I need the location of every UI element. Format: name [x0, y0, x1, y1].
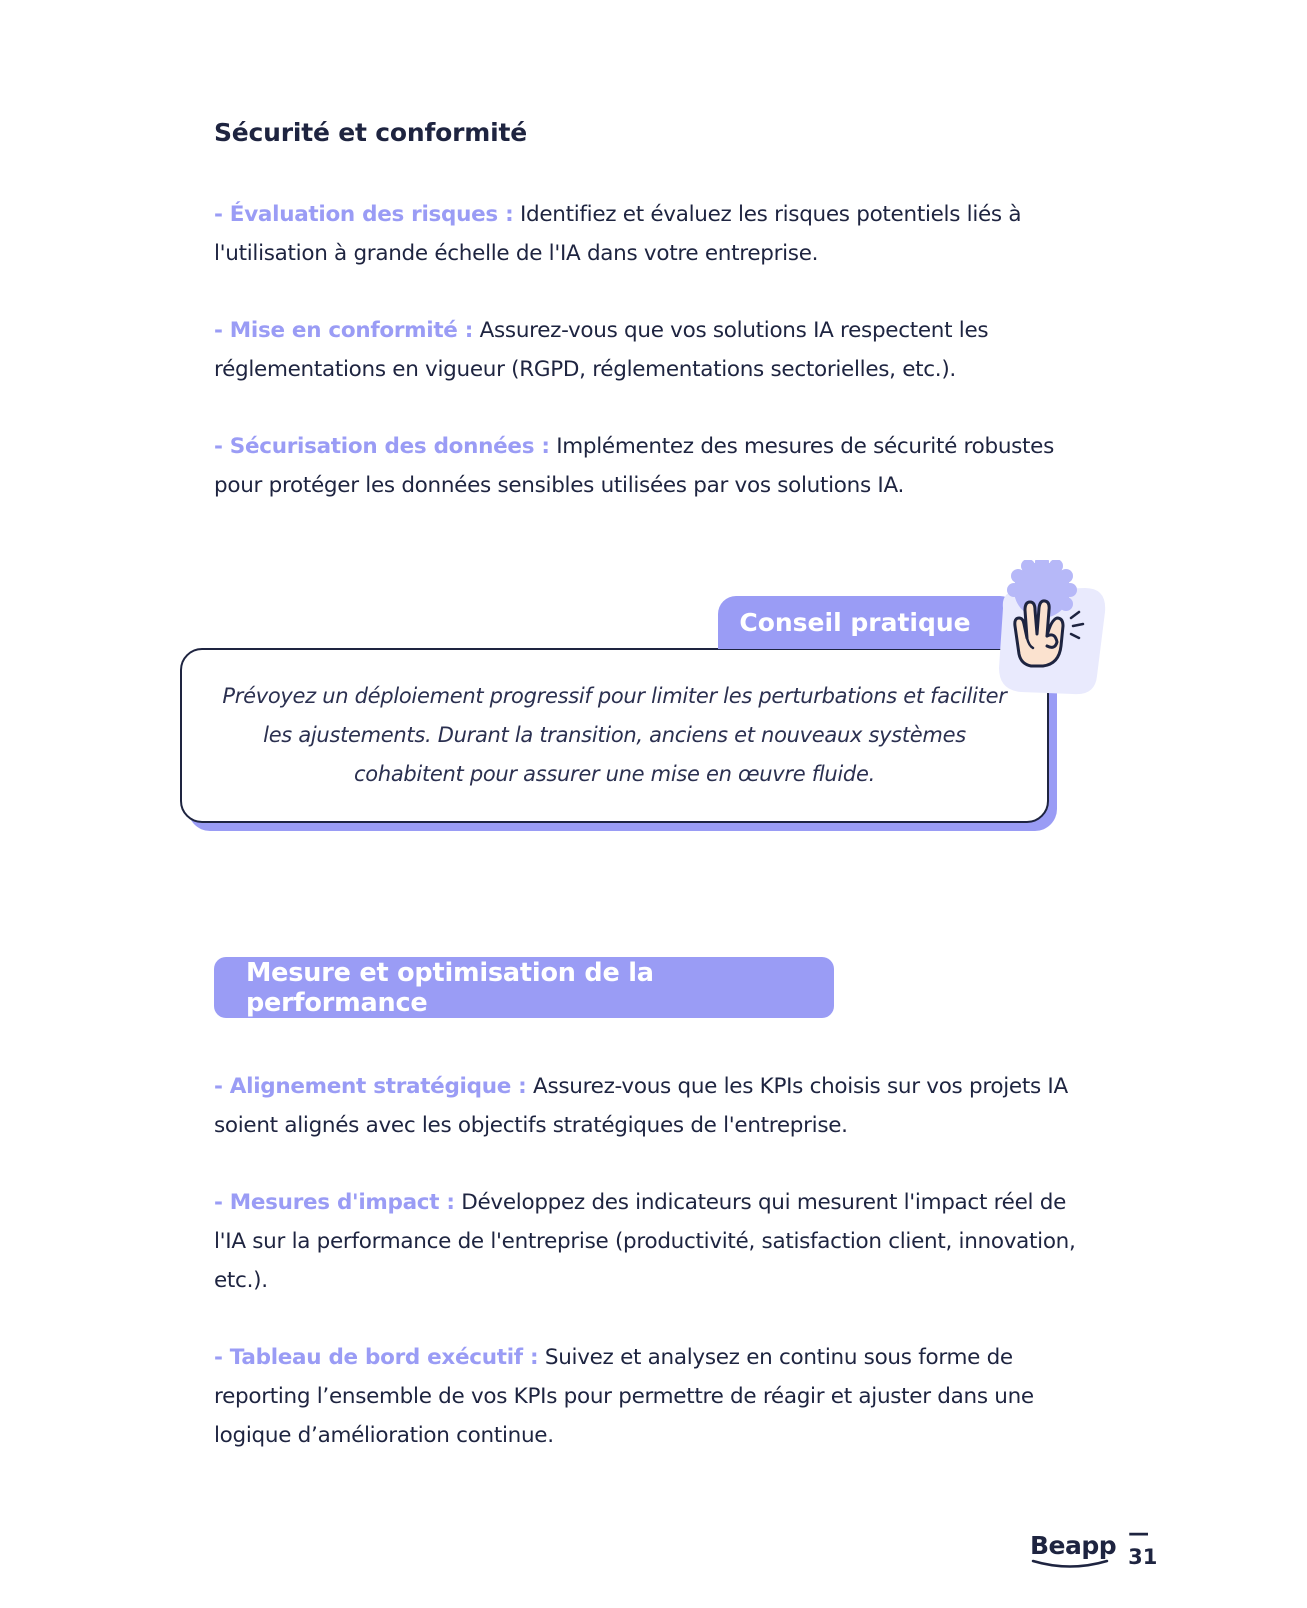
list-item-risk-evaluation	[214, 195, 1094, 273]
section-title-performance: Mesure et optimisation de la performance	[214, 957, 834, 1018]
item-text: Implémentez des mesures de sécurité robustes pour protéger les données sensibles utilisées par vos solutions IA.	[214, 434, 1055, 498]
item-lead: - Mesures d'impact :	[214, 1190, 455, 1215]
page-footer	[1030, 1520, 1180, 1570]
item-lead: - Alignement stratégique :	[214, 1074, 527, 1099]
brand-smile-icon	[1030, 1558, 1110, 1570]
ok-hand-icon	[985, 560, 1115, 710]
item-text: Suivez et analysez en continu sous forme de reporting l’ensemble de vos KPIs pour permettre de réagir et ajuster dans une logique d’amélioration continue.	[214, 1345, 1034, 1448]
tip-text: Prévoyez un déploiement progressif pour limiter les perturbations et faciliter les ajustements. Durant la transition, anciens et nouveaux systèmes cohabitent pour assurer une mise en œuvre fluide.	[222, 684, 1007, 786]
section-title-security: Sécurité et conformité	[214, 118, 527, 147]
list-item-executive-dashboard	[214, 1338, 1094, 1455]
page-number: — 31	[1128, 1521, 1158, 1569]
brand-logo	[1030, 1531, 1116, 1560]
tip-label: Conseil pratique	[718, 596, 1018, 649]
list-item-compliance	[214, 311, 1094, 389]
list-item-strategic-alignment	[214, 1067, 1094, 1145]
list-item-impact-measures	[214, 1183, 1094, 1300]
item-text: Assurez-vous que les KPIs choisis sur vos projets IA soient alignés avec les objectifs stratégiques de l'entreprise.	[214, 1074, 1068, 1138]
item-lead: - Tableau de bord exécutif :	[214, 1345, 539, 1370]
item-text: Identifiez et évaluez les risques potentiels liés à l'utilisation à grande échelle de l'IA dans votre entreprise.	[214, 202, 1022, 266]
item-text: Assurez-vous que vos solutions IA respectent les réglementations en vigueur (RGPD, réglementations sectorielles, etc.).	[214, 318, 989, 382]
item-lead: - Sécurisation des données :	[214, 434, 550, 459]
tip-box	[180, 648, 1049, 823]
brand-name: Beapp	[1030, 1530, 1117, 1560]
item-lead: - Évaluation des risques :	[214, 202, 514, 227]
list-item-data-security	[214, 427, 1094, 505]
item-text: Développez des indicateurs qui mesurent l'impact réel de l'IA sur la performance de l'entreprise (productivité, satisfaction client, innovation, etc.).	[214, 1190, 1076, 1293]
item-lead: - Mise en conformité :	[214, 318, 474, 343]
